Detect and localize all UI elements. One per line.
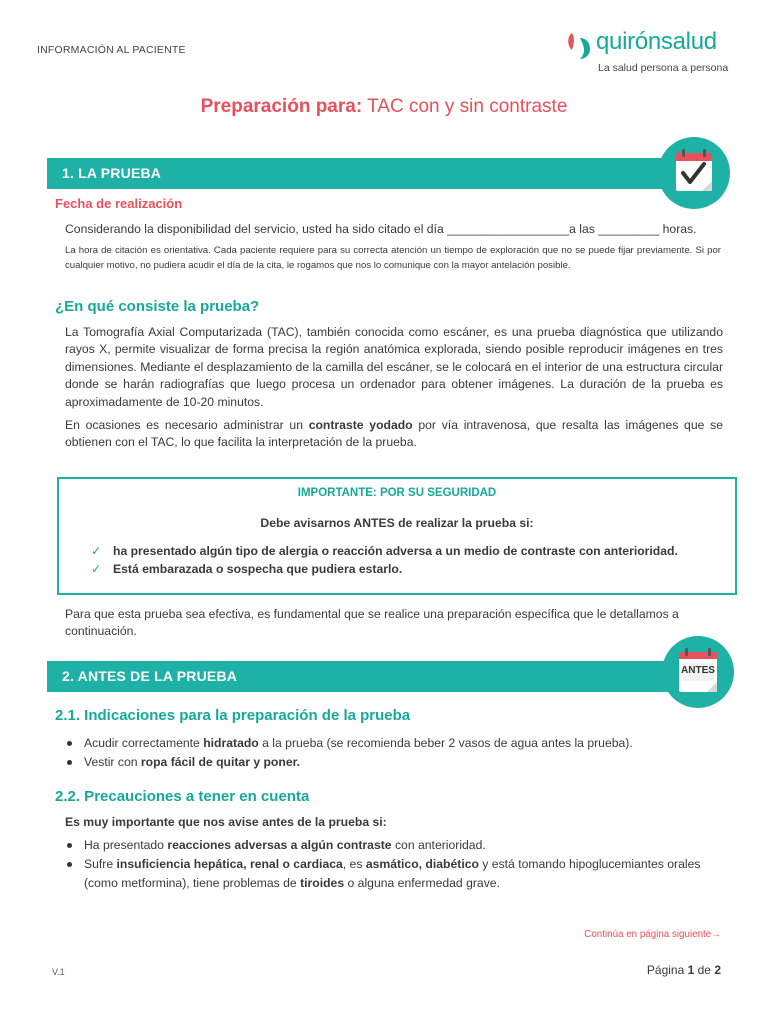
contrast-text-c: por vía intravenosa, que resalta las imágenes que se obtienen con el TAC, lo que facilita la interpretación de la prueba. <box>65 418 723 450</box>
list-text-bold: tiroides <box>300 876 345 890</box>
list-item <box>91 560 678 578</box>
list-text: Acudir correctamente <box>84 736 204 750</box>
important-subtitle: Debe avisarnos ANTES de realizar la prueba si: <box>260 516 534 530</box>
section-1-heading: 1. LA PRUEBA <box>47 158 713 189</box>
important-list <box>91 542 678 578</box>
precautions-heading: 2.2. Precauciones a tener en cuenta <box>55 788 310 805</box>
date-heading: Fecha de realización <box>55 196 183 211</box>
list-item <box>91 542 678 560</box>
section-2-heading: 2. ANTES DE LA PRUEBA <box>47 661 713 692</box>
page-of-word: de <box>694 963 715 977</box>
list-text: Ha presentado <box>84 838 168 852</box>
continue-next-page-link[interactable]: Continúa en página siguiente→ <box>584 929 721 940</box>
list-text: Vestir con <box>84 755 141 769</box>
quironsalud-logo <box>566 26 736 78</box>
preparation-list <box>65 734 725 772</box>
list-text-bold: asmático, diabético <box>365 857 479 871</box>
list-item <box>65 836 725 855</box>
list-text: o alguna enfermedad grave. <box>344 876 500 890</box>
precautions-list <box>65 836 725 893</box>
list-text-bold: hidratado <box>203 736 259 750</box>
document-category-label: INFORMACIÓN AL PACIENTE <box>37 44 186 56</box>
precautions-lead: Es muy importante que nos avise antes de la prueba si: <box>65 815 387 829</box>
logo-word-salud: salud <box>660 28 717 55</box>
list-item <box>65 753 725 772</box>
logo-wordmark <box>596 28 717 56</box>
logo-word-quiron: quirón <box>596 28 661 55</box>
page-word: Página <box>646 963 688 977</box>
list-item <box>65 734 725 753</box>
list-text-bold: ropa fácil de quitar y poner. <box>140 755 301 769</box>
list-text: Sufre <box>84 857 117 871</box>
contrast-text-bold: contraste yodado <box>308 418 413 432</box>
contrast-paragraph <box>65 417 723 452</box>
version-label: V.1 <box>52 967 65 977</box>
important-item-text: ha presentado algún tipo de alergia o reacción adversa a un medio de contraste con anterioridad. <box>113 544 678 558</box>
list-text: , es <box>342 857 366 871</box>
test-description-paragraph: La Tomografía Axial Computarizada (TAC), también conocida como escáner, es una prueba diagnóstica que utilizando rayos X, permite visualizar de forma precisa la región anatómica explorada, siendo posible reproducir imágenes en tres dimensiones. Mediante el desplazamiento de la camilla del escáner, se le colocará en el interior de una estructura circular donde se harán radiografías que luego procesa un ordenador para obtener imágenes. La duración de la prueba es aproximadamente de 10-20 minutos. <box>65 325 723 409</box>
calendar-check-icon <box>658 137 730 209</box>
contrast-text-a: En ocasiones es necesario administrar un <box>65 418 309 432</box>
page-total: 2 <box>714 963 721 977</box>
important-item-text: Está embarazada o sospecha que pudiera estarlo. <box>113 562 403 576</box>
appointment-date-text: Considerando la disponibilidad del servicio, usted ha sido citado el día __________________a las _________ horas. <box>65 222 697 236</box>
logo-tagline: La salud persona a persona <box>598 62 729 74</box>
preparation-indications-heading: 2.1. Indicaciones para la preparación de la prueba <box>55 707 411 724</box>
important-title: IMPORTANTE: POR SU SEGURIDAD <box>297 487 497 499</box>
list-item <box>65 855 725 893</box>
list-text-bold: reacciones adversas a algún contraste <box>167 838 392 852</box>
page-indicator <box>647 963 721 977</box>
checkmark-icon: ✓ <box>91 562 102 576</box>
title-prefix: Preparación para: <box>200 96 363 117</box>
what-is-test-heading: ¿En qué consiste la prueba? <box>55 298 260 315</box>
important-safety-box <box>57 477 737 595</box>
antes-icon-label: ANTES <box>681 665 715 676</box>
antes-calendar-icon <box>662 636 734 708</box>
list-text: a la prueba (se recomienda beber 2 vasos de agua antes la prueba). <box>258 736 633 750</box>
list-text: y está tomando hipoglucemiantes orales (como metformina), tiene problemas de <box>84 857 701 890</box>
title-subject: TAC con y sin contraste <box>362 96 568 117</box>
checkmark-icon: ✓ <box>91 544 102 558</box>
list-text-bold: insuficiencia hepática, renal o cardiaca <box>116 857 343 871</box>
appointment-note: La hora de citación es orientativa. Cada paciente requiere para su correcta atención un tiempo de exploración que no se puede fijar previamente. Si por cualquier motivo, no pudiera acudir el día de la cita, le rogamos que nos lo comunique con la mayor antelación posible. <box>65 245 721 271</box>
page-title <box>0 96 768 118</box>
preparation-intro: Para que esta prueba sea efectiva, es fundamental que se realice una preparación específica que le detallamos a continuación. <box>65 607 679 639</box>
logo-mark-icon <box>566 30 594 60</box>
page-number: 1 <box>687 963 695 977</box>
list-text: con anterioridad. <box>391 838 486 852</box>
